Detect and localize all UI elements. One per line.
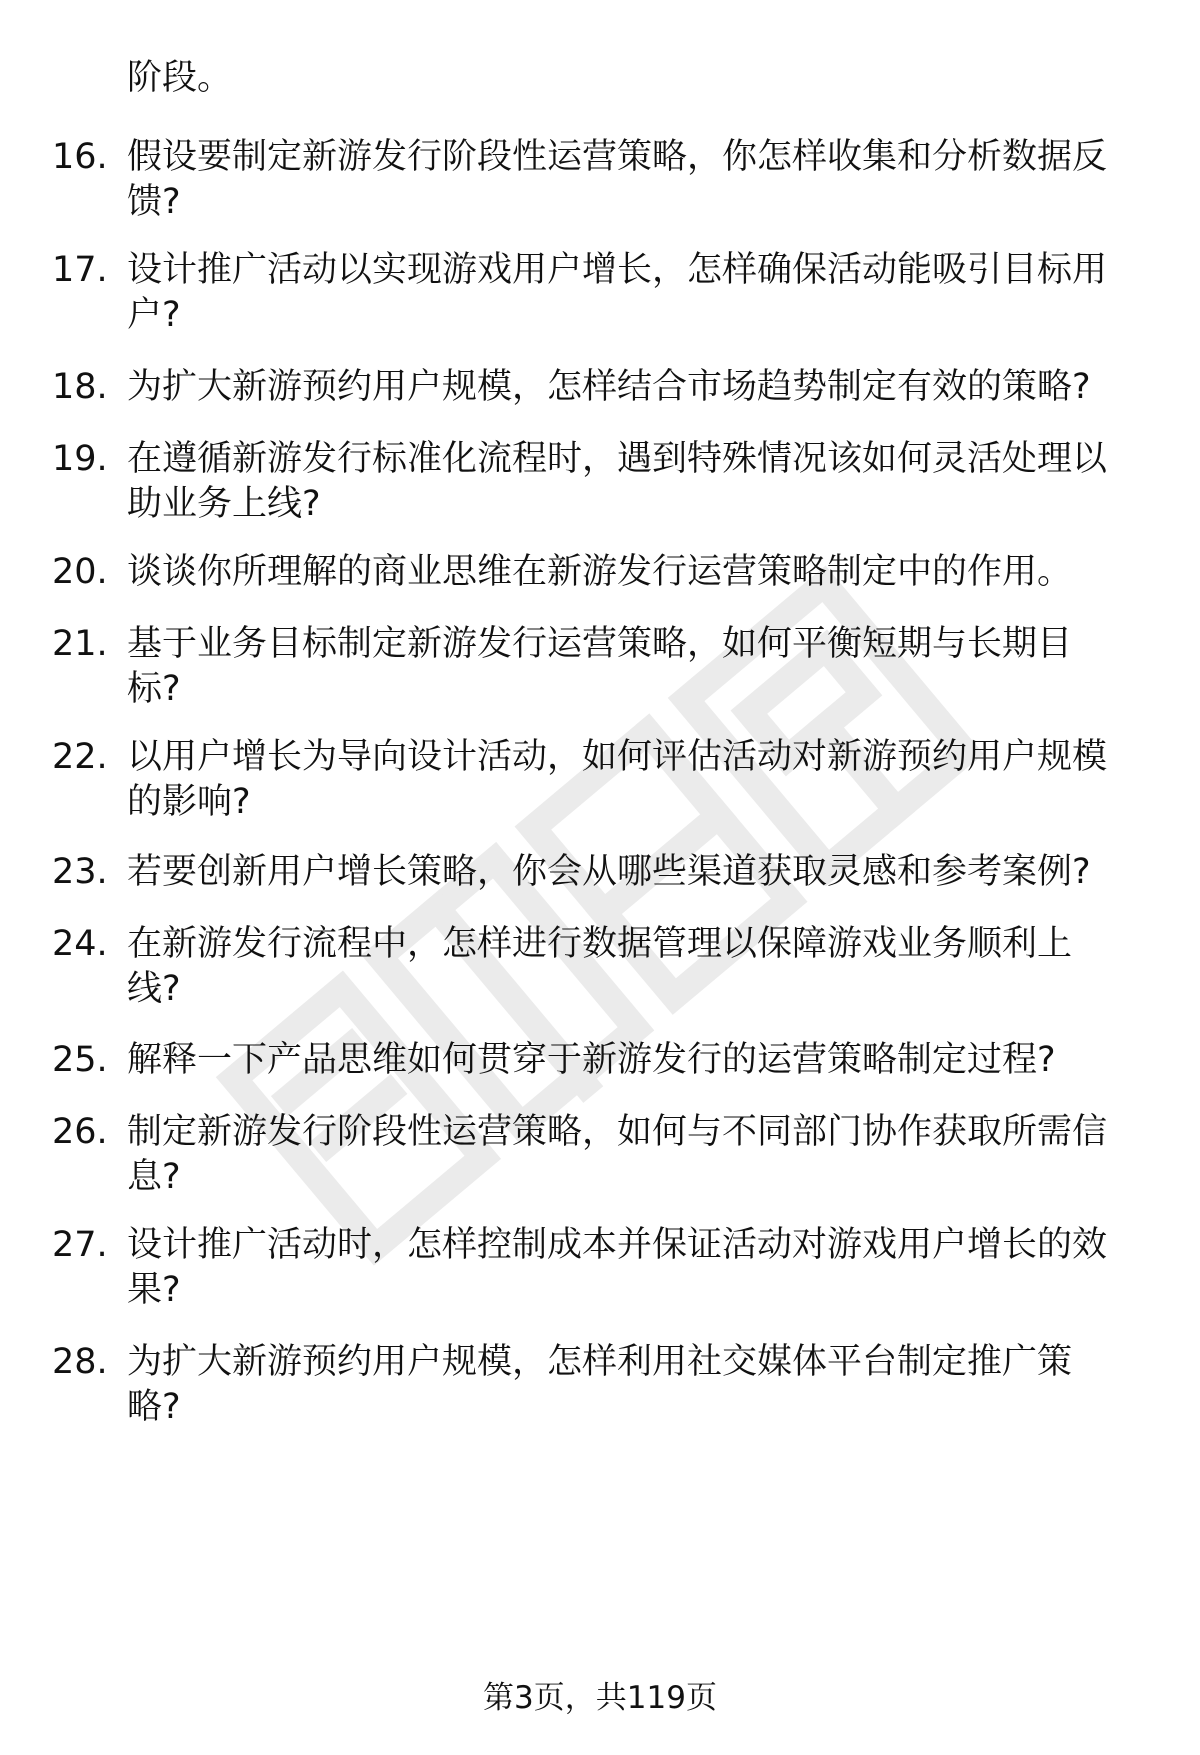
- question-number: 23.: [52, 852, 108, 892]
- question-text: 在新游发行流程中，怎样进行数据管理以保障游戏业务顺利上 线?: [127, 924, 1073, 1009]
- question-number: 25.: [52, 1040, 108, 1080]
- question-number: 16.: [52, 137, 108, 177]
- question-number: 22.: [52, 737, 108, 777]
- question-number: 28.: [52, 1342, 108, 1382]
- question-text: 制定新游发行阶段性运营策略，如何与不同部门协作获取所需信 息?: [127, 1112, 1108, 1197]
- question-text: 以用户增长为导向设计活动，如何评估活动对新游预约用户规模 的影响?: [127, 737, 1108, 822]
- question-number: 17.: [52, 250, 108, 290]
- question-text: 为扩大新游预约用户规模，怎样结合市场趋势制定有效的策略?: [127, 367, 1091, 407]
- continued-text: 阶段。: [127, 58, 233, 98]
- question-text: 假设要制定新游发行阶段性运营策略，你怎样收集和分析数据反 馈?: [127, 137, 1108, 222]
- question-number: 26.: [52, 1112, 108, 1152]
- question-text: 在遵循新游发行标准化流程时，遇到特殊情况该如何灵活处理以 助业务上线?: [127, 439, 1108, 524]
- question-text: 为扩大新游预约用户规模，怎样利用社交媒体平台制定推广策 略?: [127, 1342, 1073, 1427]
- question-number: 27.: [52, 1225, 108, 1265]
- question-number: 18.: [52, 367, 108, 407]
- question-number: 24.: [52, 924, 108, 964]
- question-number: 20.: [52, 552, 108, 592]
- question-text: 设计推广活动时，怎样控制成本并保证活动对游戏用户增长的效 果?: [127, 1225, 1108, 1310]
- question-text: 设计推广活动以实现游戏用户增长，怎样确保活动能吸引目标用 户?: [127, 250, 1108, 335]
- question-text: 谈谈你所理解的商业思维在新游发行运营策略制定中的作用。: [127, 552, 1073, 592]
- question-number: 19.: [52, 439, 108, 479]
- page-footer: 第3页，共119页: [483, 1680, 717, 1716]
- question-number: 21.: [52, 624, 108, 664]
- question-text: 基于业务目标制定新游发行运营策略，如何平衡短期与长期目 标?: [127, 624, 1073, 709]
- question-text: 解释一下产品思维如何贯穿于新游发行的运营策略制定过程?: [127, 1040, 1056, 1080]
- question-text: 若要创新用户增长策略，你会从哪些渠道获取灵感和参考案例?: [127, 852, 1091, 892]
